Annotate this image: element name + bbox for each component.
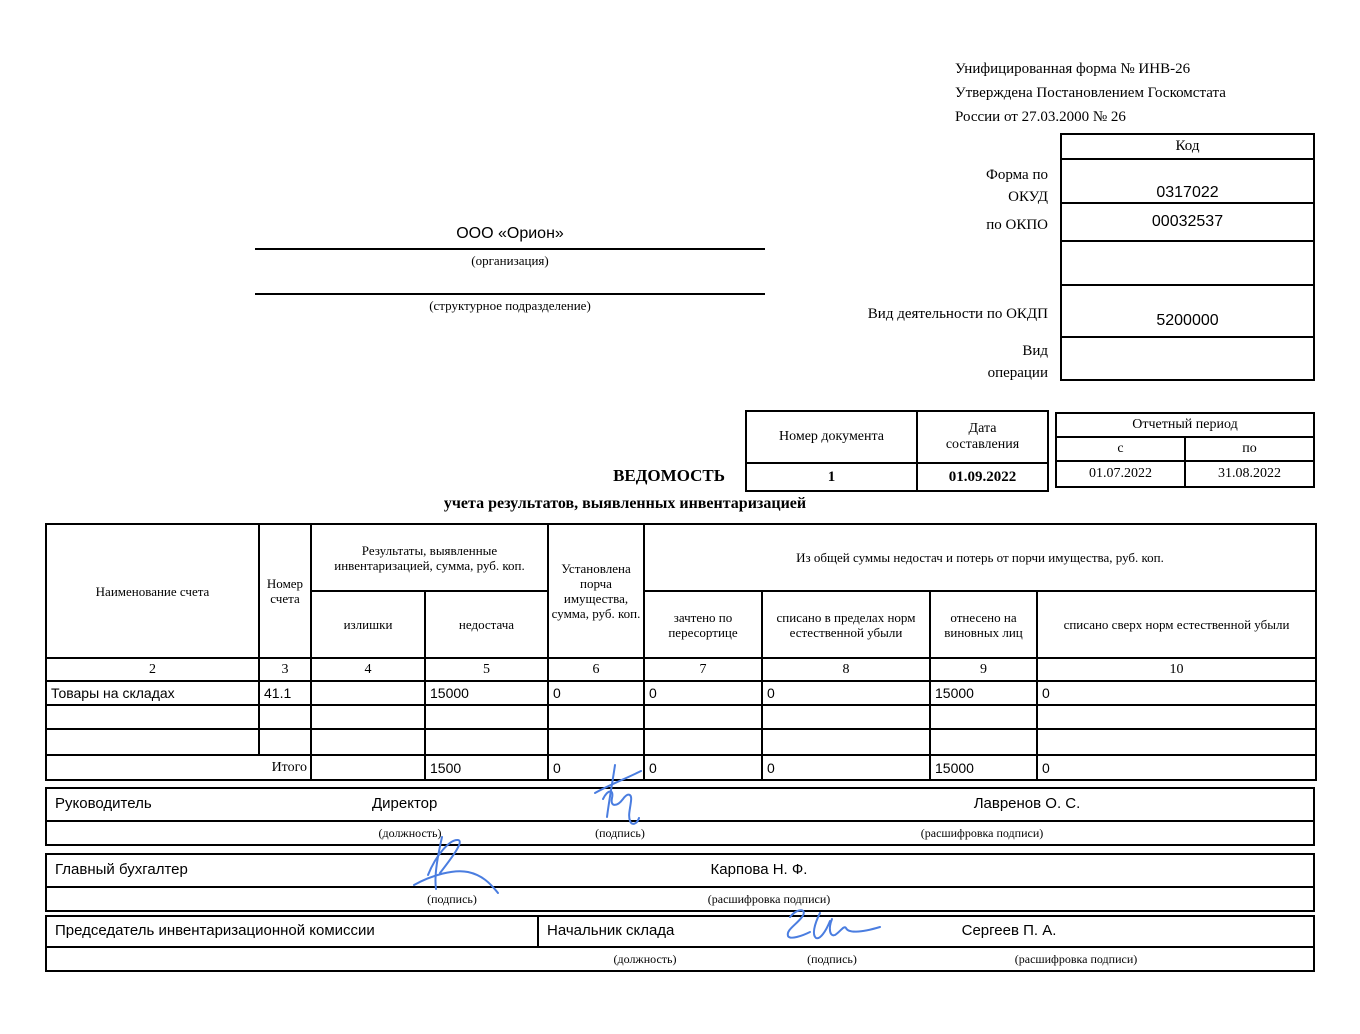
name-value: Карпова Н. Ф. <box>710 861 808 878</box>
role-label: Председатель инвентаризационной комиссии <box>55 922 375 939</box>
code-box-empty-cell <box>1061 241 1314 285</box>
vid-operacii-value <box>1061 337 1314 380</box>
period-from-value: 01.07.2022 <box>1056 461 1185 487</box>
organization-name: ООО «Орион» <box>456 225 564 242</box>
doc-date-label: Дата составления <box>945 421 1020 452</box>
col-header-damage: Установлена порча имущества, сумма, руб. коп. <box>548 524 644 658</box>
accountant-signature <box>402 833 502 895</box>
role-label: Руководитель <box>55 795 152 812</box>
col-header-from-total: Из общей суммы недостач и потерь от порчи имущества, руб. коп. <box>644 524 1316 591</box>
col-header-surplus: излишки <box>311 591 425 658</box>
caption-position: (должность) <box>378 826 442 840</box>
division-caption: (структурное подразделение) <box>429 298 591 313</box>
okpo-label: по ОКПО <box>986 217 1048 233</box>
column-numbers-row: 2 3 4 5 6 7 8 9 10 <box>46 658 1316 681</box>
organization-line <box>255 248 765 250</box>
document-title: ВЕДОМОСТЬ <box>613 466 725 485</box>
approval-line-3: России от 27.03.2000 № 26 <box>955 109 1126 125</box>
code-box-table <box>1060 133 1315 381</box>
period-from-label: с <box>1056 437 1185 461</box>
name-value: Сергеев П. А. <box>961 922 1057 939</box>
signature-block-chairman <box>45 915 1315 972</box>
period-to-label: по <box>1185 437 1314 461</box>
approval-text <box>955 57 1226 129</box>
col-header-regrading: зачтено по пересортице <box>644 591 762 658</box>
name-value: Лавренов О. С. <box>973 795 1081 812</box>
signature-block-accountant <box>45 853 1315 912</box>
col-header-natural-loss: списано в пределах норм естественной убыли <box>762 591 930 658</box>
table-row <box>46 705 1316 729</box>
doc-number-table <box>745 410 1049 492</box>
col-header-shortage: недостача <box>425 591 548 658</box>
okud-label: Форма по ОКУД <box>986 167 1048 205</box>
caption-name: (расшифровка подписи) <box>707 892 831 906</box>
organization-caption: (организация) <box>471 253 549 268</box>
code-box-title: Код <box>1061 134 1314 159</box>
okud-value: 0317022 <box>1061 159 1314 203</box>
period-table <box>1055 412 1315 488</box>
results-table <box>45 523 1317 781</box>
caption-position: (должность) <box>613 952 677 966</box>
okpo-value: 00032537 <box>1061 203 1314 241</box>
position-value: Директор <box>372 795 438 812</box>
caption-name: (расшифровка подписи) <box>920 826 1044 840</box>
vid-operacii-label: Вид операции <box>987 343 1048 381</box>
col-header-guilty: отнесено на виновных лиц <box>930 591 1037 658</box>
doc-date-value: 01.09.2022 <box>917 463 1048 491</box>
col-header-account-number: Номер счета <box>259 524 311 658</box>
table-row <box>46 729 1316 755</box>
position-value: Начальник склада <box>547 922 675 939</box>
period-to-value: 31.08.2022 <box>1185 461 1314 487</box>
col-header-results: Результаты, выявленные инвентаризацией, сумма, руб. коп. <box>311 524 548 591</box>
caption-signature: (подпись) <box>427 892 477 906</box>
okdp-label: Вид деятельности по ОКДП <box>867 306 1048 322</box>
approval-line-1: Унифицированная форма № ИНВ-26 <box>955 61 1191 77</box>
col-header-over-norms: списано сверх норм естественной убыли <box>1037 591 1316 658</box>
chairman-signature <box>772 903 887 949</box>
table-row: Товары на складах 41.1 15000 0 0 0 15000 0 <box>46 681 1316 705</box>
caption-signature: (подпись) <box>807 952 857 966</box>
caption-name: (расшифровка подписи) <box>1014 952 1138 966</box>
caption-signature: (подпись) <box>595 826 645 840</box>
director-signature <box>587 761 647 827</box>
totals-row: Итого 1500 0 0 0 15000 0 <box>46 755 1316 780</box>
approval-line-2: Утверждена Постановлением Госкомстата <box>955 85 1226 101</box>
doc-number-value: 1 <box>746 463 917 491</box>
signature-block-director <box>45 787 1315 846</box>
cell-divider <box>537 917 539 946</box>
totals-label: Итого <box>46 755 311 780</box>
okdp-value: 5200000 <box>1061 285 1314 337</box>
doc-number-label: Номер документа <box>746 411 917 463</box>
period-title: Отчетный период <box>1056 413 1314 437</box>
col-header-account-name: Наименование счета <box>46 524 259 658</box>
role-label: Главный бухгалтер <box>55 861 188 878</box>
division-line <box>255 293 765 295</box>
document-subtitle: учета результатов, выявленных инвентаризацией <box>443 495 807 512</box>
